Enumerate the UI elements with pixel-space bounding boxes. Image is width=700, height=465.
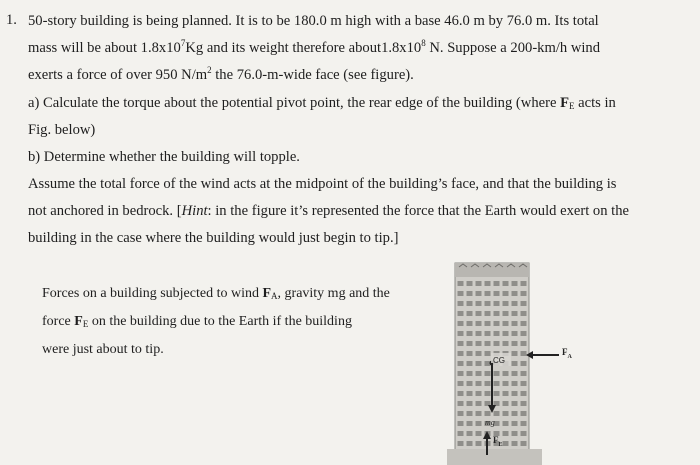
caption-line-3: were just about to tip.	[42, 342, 164, 357]
cg-label: CG	[493, 356, 505, 365]
intro-line-3: exerts a force of over 950 $N/m^2$ the 76.0-m-wide face (see figure).	[28, 65, 414, 83]
mg-label: mg	[485, 418, 495, 427]
fe-label: $F_E$	[493, 435, 503, 448]
assumption-line-2: not anchored in bedrock. [Hint: in the figure it’s represented the force that the Earth would exert on the	[28, 203, 629, 219]
caption-line-2: force $F_E$ on the building due to the Earth if the building	[42, 314, 352, 329]
building-figure	[447, 259, 617, 465]
hint-label: Hint	[181, 203, 208, 219]
caption-line-1: Forces on a building subjected to wind $F_A$, gravity mg and the	[42, 286, 390, 301]
building-diagram	[447, 259, 617, 465]
ground	[447, 449, 542, 465]
assumption-line-3: building in the case where the building would just begin to tip.]	[28, 230, 399, 246]
part-b-line: b) Determine whether the building will topple.	[28, 149, 300, 165]
part-a-line-2: Fig. below)	[28, 122, 96, 138]
building-roof	[455, 263, 529, 277]
fa-label: $F_A$	[562, 347, 572, 360]
part-a-line-1: a) Calculate the torque about the potential pivot point, the rear edge of the building (where $F_E$ acts in	[28, 95, 616, 111]
intro-line-1: 50-story building is being planned. It is to be 180.0 m high with a base 46.0 m by 76.0 m. Its total	[28, 13, 599, 29]
problem-number: 1.	[6, 12, 17, 28]
intro-line-2: mass will be about $1.8x10^7Kg$ and its weight therefore $about1.8x10^8$ N. Suppose a 200-km/h wind	[28, 38, 601, 56]
assumption-line-1: Assume the total force of the wind acts at the midpoint of the building’s face, and that the building is	[28, 176, 617, 192]
